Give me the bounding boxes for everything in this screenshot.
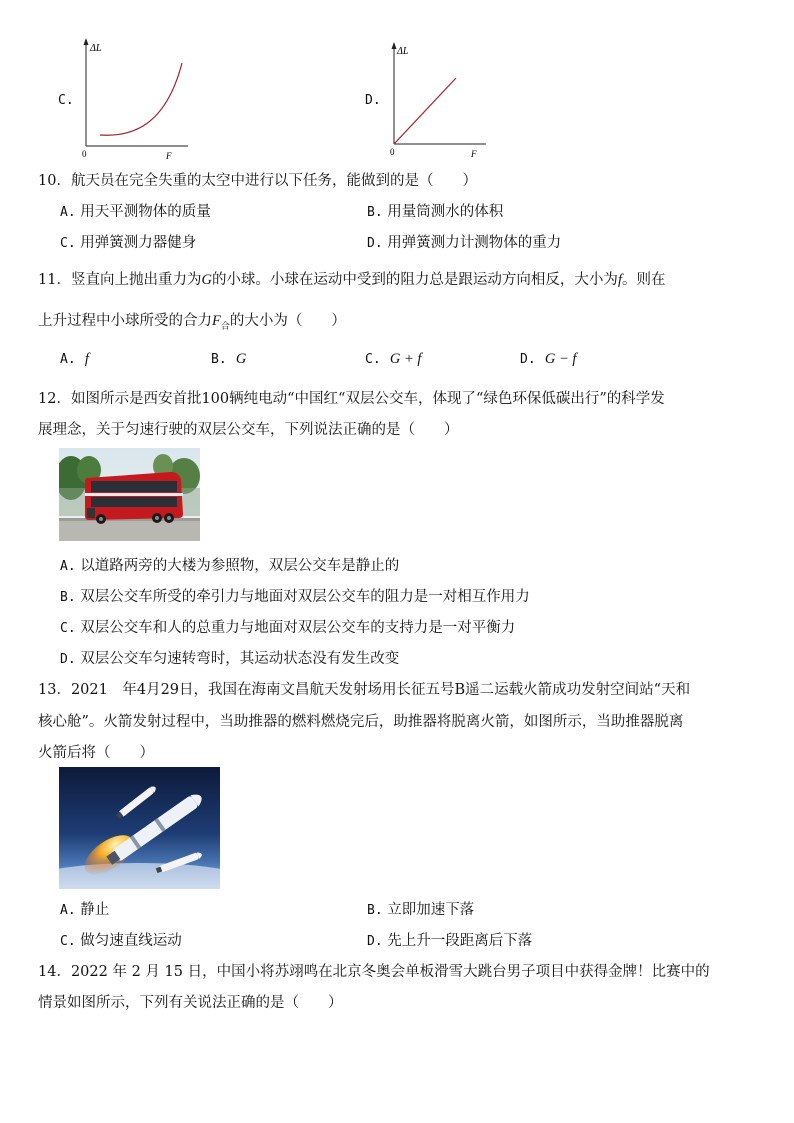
q9-graph-c-xlabel: F	[166, 151, 172, 161]
q11-stem-line2: 上升过程中小球所受的合力$F_合$的大小为（ ）	[38, 313, 346, 332]
q9-graph-d-xlabel: F	[471, 149, 477, 159]
q14-stem-line1: 14．2022 年 2 月 15 日，中国小将苏翊鸣在北京冬奥会单板滑雪大跳台男子项目中获得金牌！比赛中的	[38, 964, 710, 980]
q11-option-b: B. G	[211, 351, 247, 367]
rocket-photo	[59, 767, 220, 889]
q10-option-c: C. 用弹簧测力器健身	[60, 235, 197, 251]
q13-stem-line1: 13．2021 年4月29日，我国在海南文昌航天发射场用长征五号B遥二运载火箭成功发射空间站“天和	[38, 682, 691, 698]
q12-option-d: D. 双层公交车匀速转弯时，其运动状态没有发生改变	[60, 651, 400, 667]
q12-option-c: C. 双层公交车和人的总重力与地面对双层公交车的支持力是一对平衡力	[60, 620, 516, 636]
q12-option-a: A. 以道路两旁的大楼为参照物，双层公交车是静止的	[60, 558, 400, 574]
q11-var-fhe: F	[212, 313, 221, 329]
q12-stem-line1: 12．如图所示是西安首批100辆纯电动“中国红“双层公交车，体现了“绿色环保低碳出行”的科学发	[38, 391, 665, 407]
q13-stem-line2: 核心舱”。火箭发射过程中，当助推器的燃料燃烧完后，助推器将脱离火箭，如图所示，当助推器脱离	[38, 714, 684, 730]
q9-graph-d-origin: 0	[390, 147, 395, 157]
q9-graph-c-origin: 0	[82, 149, 87, 159]
q11-option-a: A. f	[60, 351, 89, 367]
q10-stem: 10．航天员在完全失重的太空中进行以下任务，能做到的是（ ）	[38, 173, 477, 189]
q11-option-c: C. G + f	[365, 351, 422, 367]
q13-stem-line3: 火箭后将（ ）	[38, 745, 154, 761]
q9-graph-c-ylabel: ΔL	[90, 43, 102, 54]
q9-option-d-label: D.	[365, 93, 381, 108]
q13-option-c: C. 做匀速直线运动	[60, 933, 182, 949]
q12-stem-line2: 展理念，关于匀速行驶的双层公交车，下列说法正确的是（ ）	[38, 422, 459, 438]
q12-option-b: B. 双层公交车所受的牵引力与地面对双层公交车的阻力是一对相互作用力	[60, 589, 530, 605]
q13-option-d: D. 先上升一段距离后下落	[367, 933, 533, 949]
q9-graph-d	[378, 40, 488, 162]
q9-graph-d-ylabel: ΔL	[397, 46, 409, 57]
q11-var-fhe-sub: 合	[220, 321, 230, 332]
q13-option-a: A. 静止	[60, 902, 110, 918]
q11-stem-line1: 11．竖直向上抛出重力为G的小球。小球在运动中受到的阻力总是跟运动方向相反，大小为f。则在	[38, 272, 666, 288]
bus-photo	[59, 448, 200, 541]
q10-option-a: A. 用天平测物体的质量	[60, 204, 211, 220]
q11-option-d: D. G − f	[520, 351, 577, 367]
q13-option-b: B. 立即加速下落	[367, 902, 475, 918]
q10-option-b: B. 用量筒测水的体积	[367, 204, 504, 220]
q11-var-g: G	[201, 272, 212, 288]
q9-graph-d-line	[394, 78, 456, 144]
q10-option-d: D. 用弹簧测力计测物体的重力	[367, 235, 562, 251]
q9-graph-c-curve	[100, 63, 182, 135]
q11-var-f: f	[617, 272, 622, 288]
q9-graph-c	[70, 36, 190, 161]
q14-stem-line2: 情景如图所示，下列有关说法正确的是（ ）	[38, 995, 343, 1011]
q9-option-c-label: C.	[58, 93, 74, 108]
